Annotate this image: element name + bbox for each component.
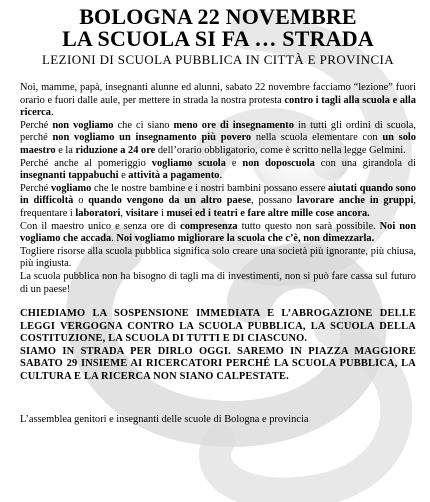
text-run: , bbox=[120, 207, 126, 219]
text-run: , possano bbox=[250, 195, 297, 207]
text-run: Perché anche al pomeriggio bbox=[20, 157, 152, 169]
bold-text-run: non vogliamo un insegnamento più povero bbox=[52, 132, 252, 144]
paragraph bbox=[20, 183, 416, 221]
bold-text-run: visitare bbox=[125, 207, 159, 219]
text-run: Perché bbox=[20, 182, 51, 194]
body-text bbox=[20, 82, 416, 296]
text-run: e bbox=[118, 170, 129, 182]
subtitle: LEZIONI DI SCUOLA PUBBLICA IN CITTÀ E PROVINCIA bbox=[41, 52, 395, 67]
text-run: , frequentare i bbox=[20, 195, 416, 219]
bold-text-run: un solo maestro bbox=[20, 132, 416, 156]
text-run: . bbox=[111, 233, 117, 245]
demands-block bbox=[20, 308, 416, 384]
paragraph bbox=[20, 82, 416, 120]
signature: L’assemblea genitori e insegnanti delle scuole di Bologna e provincia bbox=[20, 413, 309, 425]
text-run: Perché bbox=[20, 119, 53, 131]
text-run: Con il maestro unico e senza ore di bbox=[20, 220, 181, 232]
bold-text-run: quando vengono da un altro paese bbox=[88, 195, 251, 207]
paragraph bbox=[20, 271, 416, 296]
title-line-1: BOLOGNA 22 NOVEMBRE bbox=[79, 4, 357, 29]
bold-text-run: compresenza bbox=[180, 220, 238, 232]
title-line-2: LA SCUOLA SI FA … STRADA bbox=[62, 26, 374, 51]
bold-text-run: contro i tagli alla scuola e alla ricerca bbox=[20, 94, 417, 119]
paragraph bbox=[20, 158, 416, 183]
text-run: in tutti gli ordini di scuola, perché bbox=[20, 119, 416, 144]
bold-text-run: aiutati quando sono in difficoltà bbox=[20, 182, 416, 207]
text-run: Noi, mamme, papà, insegnanti alunne ed alunni, sabato 22 novembre facciamo “lezione” fuori orario e fuori dalle aule, per mettere in strada la nostra protesta bbox=[20, 82, 416, 106]
bold-text-run: lavorare anche in gruppi bbox=[296, 195, 414, 207]
bold-text-run: riduzione a 24 ore bbox=[75, 144, 156, 156]
bold-text-run: vogliamo scuola bbox=[151, 157, 226, 169]
bold-text-run: meno ore di insegnamento bbox=[173, 119, 294, 131]
text-run: . bbox=[219, 170, 223, 182]
paragraph bbox=[20, 120, 416, 158]
paragraph bbox=[20, 221, 416, 246]
text-run: nella scuola elementare con bbox=[251, 132, 383, 144]
text-run: e la bbox=[55, 144, 76, 156]
bold-text-run: attività a pagamento bbox=[128, 170, 220, 182]
demand-paragraph: SIAMO IN STRADA PER DIRLO OGGI. SAREMO IN PIAZZA MAGGIORE SABATO 29 INSIEME AI RICERCATORI PERCHÉ LA SCUOLA PUBBLICA, LA CULTURA E LA RICERCA NON SIANO CALPESTATE. bbox=[20, 345, 416, 383]
text-run: o bbox=[73, 195, 89, 207]
bold-text-run: non vogliamo bbox=[52, 119, 114, 131]
bold-text-run: laboratori bbox=[75, 207, 121, 219]
bold-text-run: vogliamo bbox=[50, 182, 92, 194]
bold-text-run: insegnanti tappabuchi bbox=[20, 170, 119, 182]
text-run: dell’orario obbligatorio, come è scritto nella legge Gelmini. bbox=[155, 144, 406, 156]
text-run: . bbox=[50, 107, 54, 119]
text-run: che ci siano bbox=[113, 119, 174, 131]
bold-text-run: musei ed i teatri e fare altre mille cose ancora. bbox=[166, 207, 370, 219]
text-run: Togliere risorse alla scuola pubblica significa solo creare una società più ignorante, più chiusa, più ingiusta. bbox=[20, 245, 416, 270]
text-run: con una girandola di bbox=[314, 157, 417, 169]
text-run: tutto questo non sarà possibile. bbox=[237, 220, 380, 232]
paragraph bbox=[20, 246, 416, 271]
text-run: La scuola pubblica non ha bisogno di tagli ma di investimenti, non si può fare cassa sul futuro di un paese! bbox=[20, 270, 416, 295]
bold-text-run: Noi non vogliamo che accada bbox=[20, 220, 417, 245]
bold-text-run: Noi vogliamo migliorare la scuola che c’è, non dimezzarla. bbox=[116, 233, 375, 245]
demand-paragraph: CHIEDIAMO LA SOSPENSIONE IMMEDIATA E L’ABROGAZIONE DELLE LEGGI VERGOGNA CONTRO LA SCUOLA PUBBLICA, LA SCUOLA DELLA COSTITUZIONE, LA SCUOLA DI TUTTI E DI CIASCUNO. bbox=[20, 308, 416, 345]
text-run: che le nostre bambine e i nostri bambini possano essere bbox=[91, 182, 329, 194]
text-run: e bbox=[225, 157, 243, 169]
bold-text-run: non doposcuola bbox=[242, 157, 315, 169]
text-run: i bbox=[158, 207, 167, 219]
